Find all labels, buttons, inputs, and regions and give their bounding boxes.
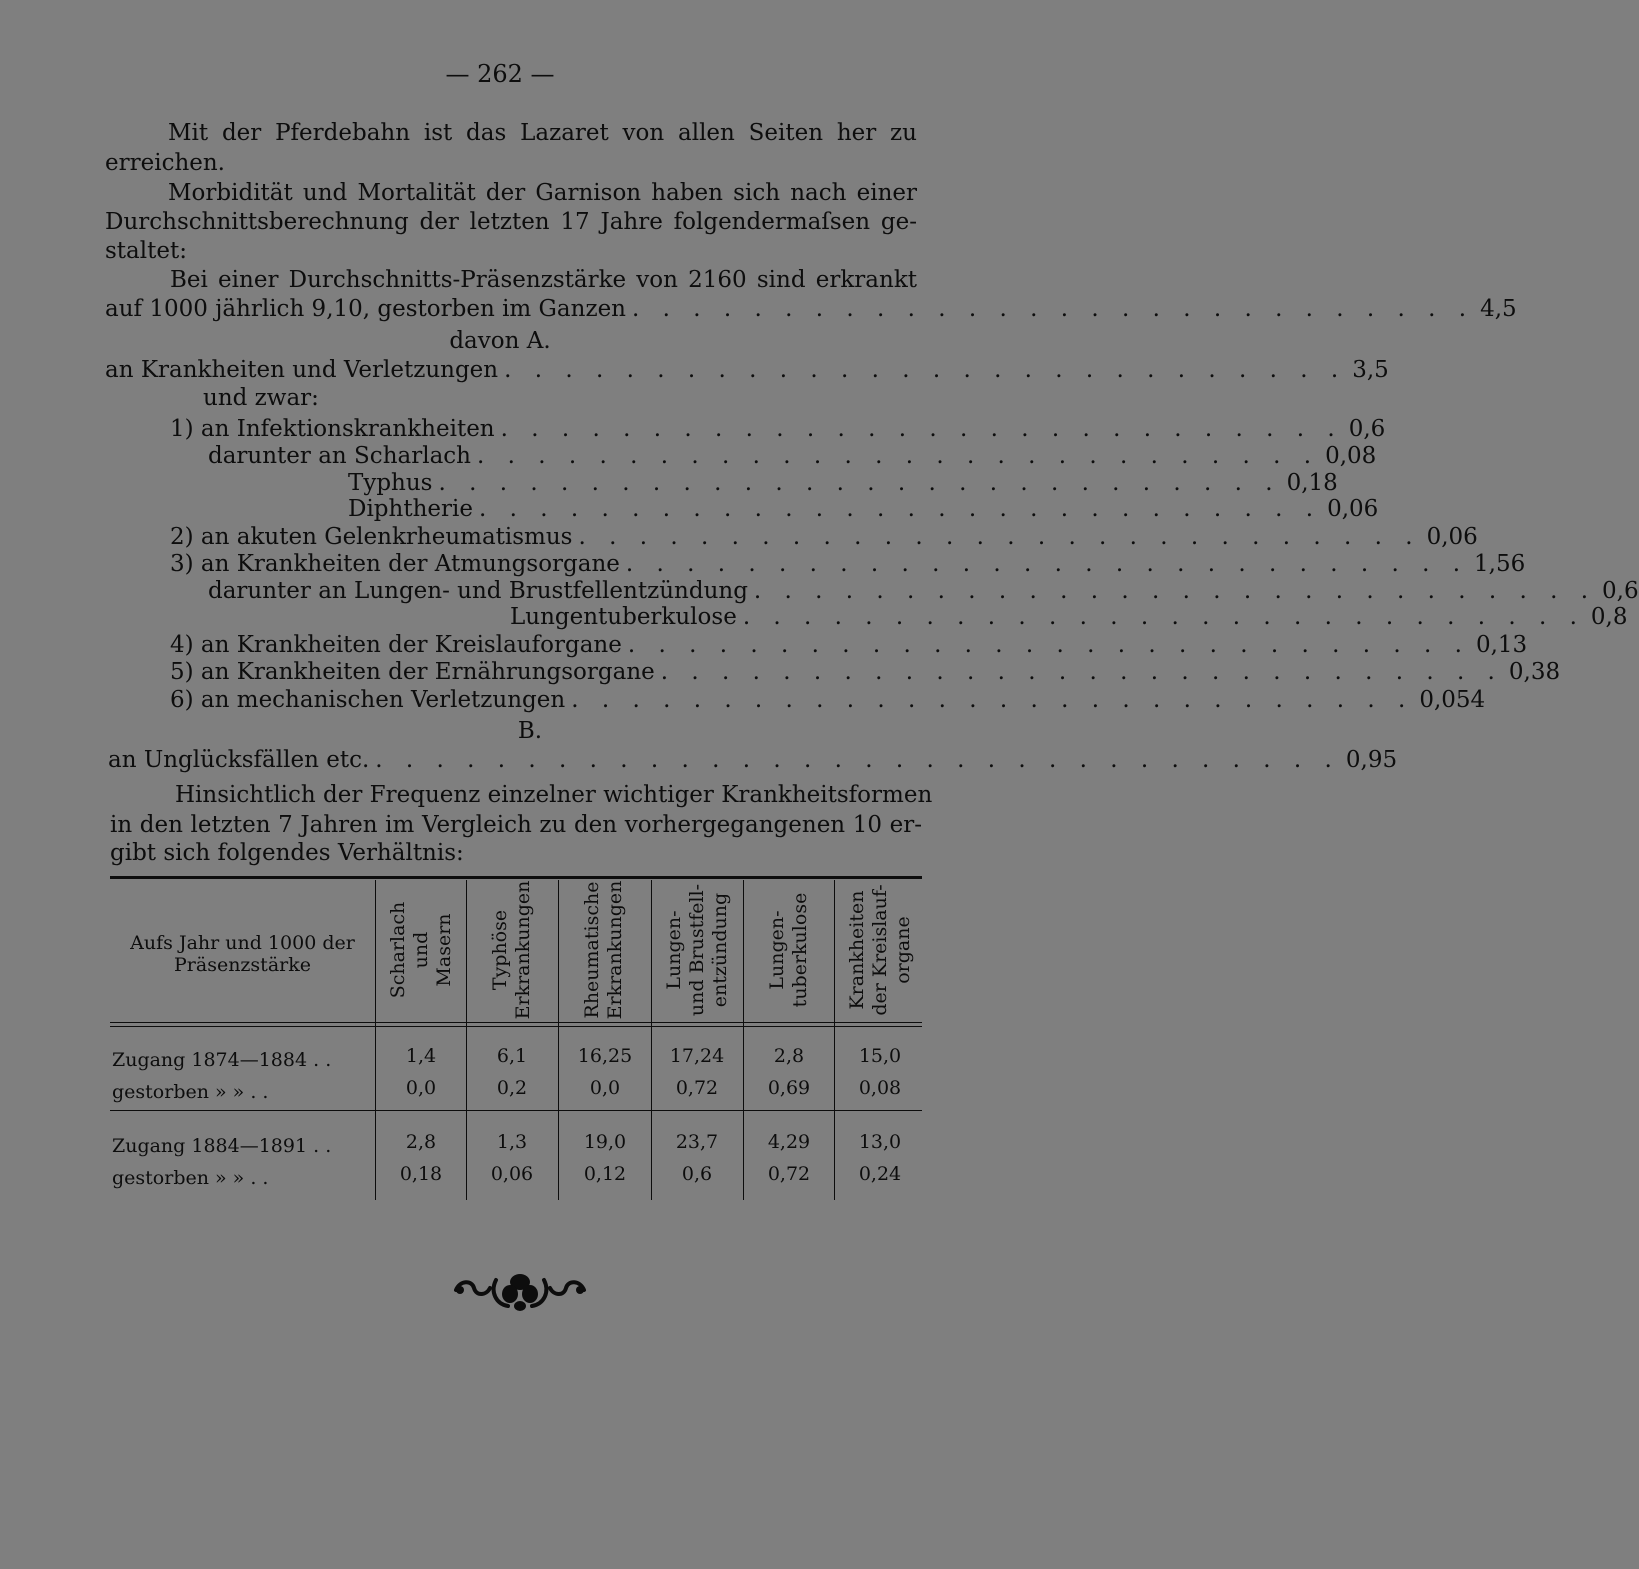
- table-cell: 4,29: [767, 1131, 811, 1153]
- paragraph-line: erreichen.: [105, 150, 225, 176]
- list-value: 0,8: [1590, 604, 1628, 630]
- list-value: 0,054: [1419, 687, 1486, 713]
- paragraph-line: Mit der Pferdebahn ist das Lazaret von allen Seiten her zu: [168, 120, 917, 146]
- table-cell: 0,12: [583, 1163, 627, 1185]
- list-text: auf 1000 jährlich 9,10, gestorben im Ganzen: [105, 296, 626, 322]
- corner-line: Präsenzstärke: [174, 954, 311, 976]
- end-ornament-icon: [450, 1268, 590, 1314]
- corner-line: Aufs Jahr und 1000 der: [130, 932, 355, 954]
- list-row: [170, 414, 1386, 444]
- list-value: 0,18: [1286, 470, 1338, 496]
- list-text: darunter an Scharlach: [208, 443, 471, 469]
- table-top-rule: [110, 876, 922, 879]
- list-text: 6) an mechanischen Verletzungen: [170, 687, 566, 713]
- column-header-line: entzündung: [708, 892, 731, 1008]
- subheading-a: davon A.: [449, 328, 551, 354]
- column-header-line: Rheumatische: [581, 881, 603, 1019]
- table-cell: 17,24: [669, 1045, 725, 1067]
- paragraph-line: in den letzten 7 Jahren im Vergleich zu den vorhergegangenen 10 er-: [110, 812, 922, 838]
- list-row: [108, 745, 1398, 775]
- paragraph-line: Hinsichtlich der Frequenz einzelner wichtiger Krankheitsformen: [175, 782, 933, 808]
- list-value: 0,08: [1325, 443, 1377, 469]
- table-cell: 0,24: [858, 1163, 902, 1185]
- table-cell: 0,72: [767, 1163, 811, 1185]
- column-header-line: und Brustfell-: [685, 883, 708, 1017]
- column-header-line: Lungen-: [662, 910, 685, 990]
- table-group-rule: [110, 1110, 922, 1111]
- list-text: darunter an Lungen- und Brustfellentzündung: [208, 578, 748, 604]
- table-cell: 0,2: [496, 1077, 528, 1099]
- leader-dots: . . . . . . . . . . . . . . . . . . . . . . . . . . . .: [500, 416, 1343, 442]
- table-header-rule: [110, 1022, 922, 1023]
- list-row: [170, 657, 1561, 687]
- leader-dots: . . . . . . . . . . . . . . . . . . . . . . . . . . . .: [438, 470, 1281, 496]
- paragraph-line: Bei einer Durchschnitts-Präsenzstärke von 2160 sind erkrankt: [170, 267, 917, 293]
- column-header-line: Erkrankungen: [604, 880, 626, 1020]
- table-cell: 0,72: [675, 1077, 719, 1099]
- table-cell: 23,7: [675, 1131, 719, 1153]
- paragraph-line: Morbidität und Mortalität der Garnison haben sich nach einer: [168, 180, 917, 206]
- table-header-rule: [110, 1026, 922, 1027]
- column-header-line: und: [409, 931, 432, 969]
- list-text: Diphtherie: [348, 496, 473, 522]
- table-cell: 0,0: [589, 1077, 621, 1099]
- table-cell: 0,08: [858, 1077, 902, 1099]
- list-text: 2) an akuten Gelenkrheumatismus: [170, 524, 573, 550]
- leader-dots: . . . . . . . . . . . . . . . . . . . . . . . . . . . .: [476, 443, 1320, 469]
- paragraph-line: Durchschnittsberechnung der letzten 17 Jahre folgendermaſsen ge-: [105, 209, 917, 235]
- list-value: 3,5: [1352, 357, 1389, 383]
- table-cell: 0,69: [767, 1077, 811, 1099]
- table-cell: 19,0: [583, 1131, 627, 1153]
- column-header: [375, 880, 467, 1020]
- column-header: [743, 880, 835, 1020]
- list-value: 0,6: [1348, 416, 1386, 442]
- table-row-label: gestorben » » . .: [112, 1167, 269, 1189]
- page-number: — 262 —: [445, 60, 555, 88]
- frequency-table: [110, 868, 922, 1203]
- leader-dots: . . . . . . . . . . . . . . . . . . . . . . . . . . . .: [478, 496, 1322, 522]
- list-text: Typhus: [348, 470, 433, 496]
- list-value: 1,56: [1474, 551, 1526, 577]
- paragraph-line: gibt sich folgendes Verhältnis:: [110, 840, 464, 866]
- list-value: 0,38: [1508, 659, 1561, 685]
- list-text: Lungentuberkulose: [510, 604, 737, 630]
- column-header: [558, 880, 650, 1020]
- column-header-line: Masern: [432, 913, 455, 987]
- column-header-line: Typhöse: [489, 909, 511, 991]
- list-text: 4) an Krankheiten der Kreislauforgane: [170, 632, 622, 658]
- list-row: [170, 685, 1486, 715]
- column-header-line: der Kreislauf-: [868, 884, 891, 1016]
- list-row: [208, 441, 1377, 471]
- table-cell: 2,8: [405, 1131, 437, 1153]
- leader-dots: . . . . . . . . . . . . . . . . . . . . . . . . . . . .: [627, 632, 1470, 658]
- und-zwar: und zwar:: [203, 385, 319, 411]
- leader-dots: . . . . . . . . . . . . . . . . . . . . . . . . . . . .: [571, 687, 1414, 713]
- column-header-line: Lungen-: [766, 910, 788, 990]
- table-cell: 0,0: [405, 1077, 437, 1099]
- list-row-total: [105, 294, 1517, 324]
- table-cell: 6,1: [496, 1045, 528, 1067]
- list-row: [510, 602, 1628, 632]
- table-cell: 0,6: [681, 1163, 713, 1185]
- paragraph-line: staltet:: [105, 238, 187, 264]
- table-cell: 0,18: [399, 1163, 443, 1185]
- table-corner-header: [110, 932, 375, 976]
- list-text: 3) an Krankheiten der Atmungsorgane: [170, 551, 620, 577]
- list-text: an Unglücksfällen etc.: [108, 747, 370, 773]
- leader-dots: . . . . . . . . . . . . . . . . . . . . . . . . . . . .: [504, 357, 1347, 383]
- list-text: 5) an Krankheiten der Ernährungsorgane: [170, 659, 655, 685]
- list-value: 0,13: [1475, 632, 1528, 658]
- table-cell: 2,8: [773, 1045, 805, 1067]
- column-header: [466, 880, 558, 1020]
- column-header-line: organe: [891, 916, 914, 984]
- leader-dots: . . . . . . . . . . . . . . . . . . . . . . . . . . . .: [578, 524, 1421, 550]
- leader-dots: . . . . . . . . . . . . . . . . . . . . . . . . . . . .: [625, 551, 1469, 577]
- column-header-line: Krankheiten: [845, 890, 868, 1010]
- list-row: [170, 630, 1528, 660]
- table-row-label: Zugang 1874—1884 . .: [112, 1049, 332, 1071]
- list-row: [170, 549, 1526, 579]
- list-value: 4,5: [1480, 296, 1517, 322]
- leader-dots: . . . . . . . . . . . . . . . . . . . . . . . . . . . .: [660, 659, 1503, 685]
- table-cell: 1,4: [405, 1045, 437, 1067]
- list-value: 0,06: [1327, 496, 1379, 522]
- list-row: [348, 494, 1379, 524]
- leader-dots: . . . . . . . . . . . . . . . . . . . . . . . . . . . .: [632, 296, 1475, 322]
- leader-dots: . . . . . . . . . . . . . . . . . . . . . . . . . . . .: [742, 604, 1585, 630]
- column-header-line: Scharlach: [386, 901, 409, 999]
- list-row: [105, 355, 1389, 385]
- table-cell: 1,3: [496, 1131, 528, 1153]
- table-cell: 0,06: [490, 1163, 534, 1185]
- column-header: [834, 880, 926, 1020]
- list-text: an Krankheiten und Verletzungen: [105, 357, 499, 383]
- list-value: 0,06: [1426, 524, 1478, 550]
- subheading-b: B.: [517, 718, 543, 744]
- list-text: 1) an Infektionskrankheiten: [170, 416, 495, 442]
- leader-dots: . . . . . . . . . . . . . . . . . . . . . . . . . . . .: [753, 578, 1597, 604]
- column-header-line: Erkrankungen: [512, 880, 534, 1020]
- column-header-line: tuberkulose: [789, 892, 811, 1008]
- list-row: [170, 522, 1478, 552]
- table-cell: 16,25: [577, 1045, 633, 1067]
- table-row-label: gestorben » » . .: [112, 1081, 269, 1103]
- column-header: [651, 880, 743, 1020]
- table-cell: 13,0: [858, 1131, 902, 1153]
- leader-dots: . . . . . . . . . . . . . . . . . . . . . . . . . . . . . . . .: [375, 747, 1340, 773]
- table-cell: 15,0: [858, 1045, 902, 1067]
- list-value: 0,6: [1602, 578, 1639, 604]
- list-value: 0,95: [1345, 747, 1398, 773]
- table-row-label: Zugang 1884—1891 . .: [112, 1135, 332, 1157]
